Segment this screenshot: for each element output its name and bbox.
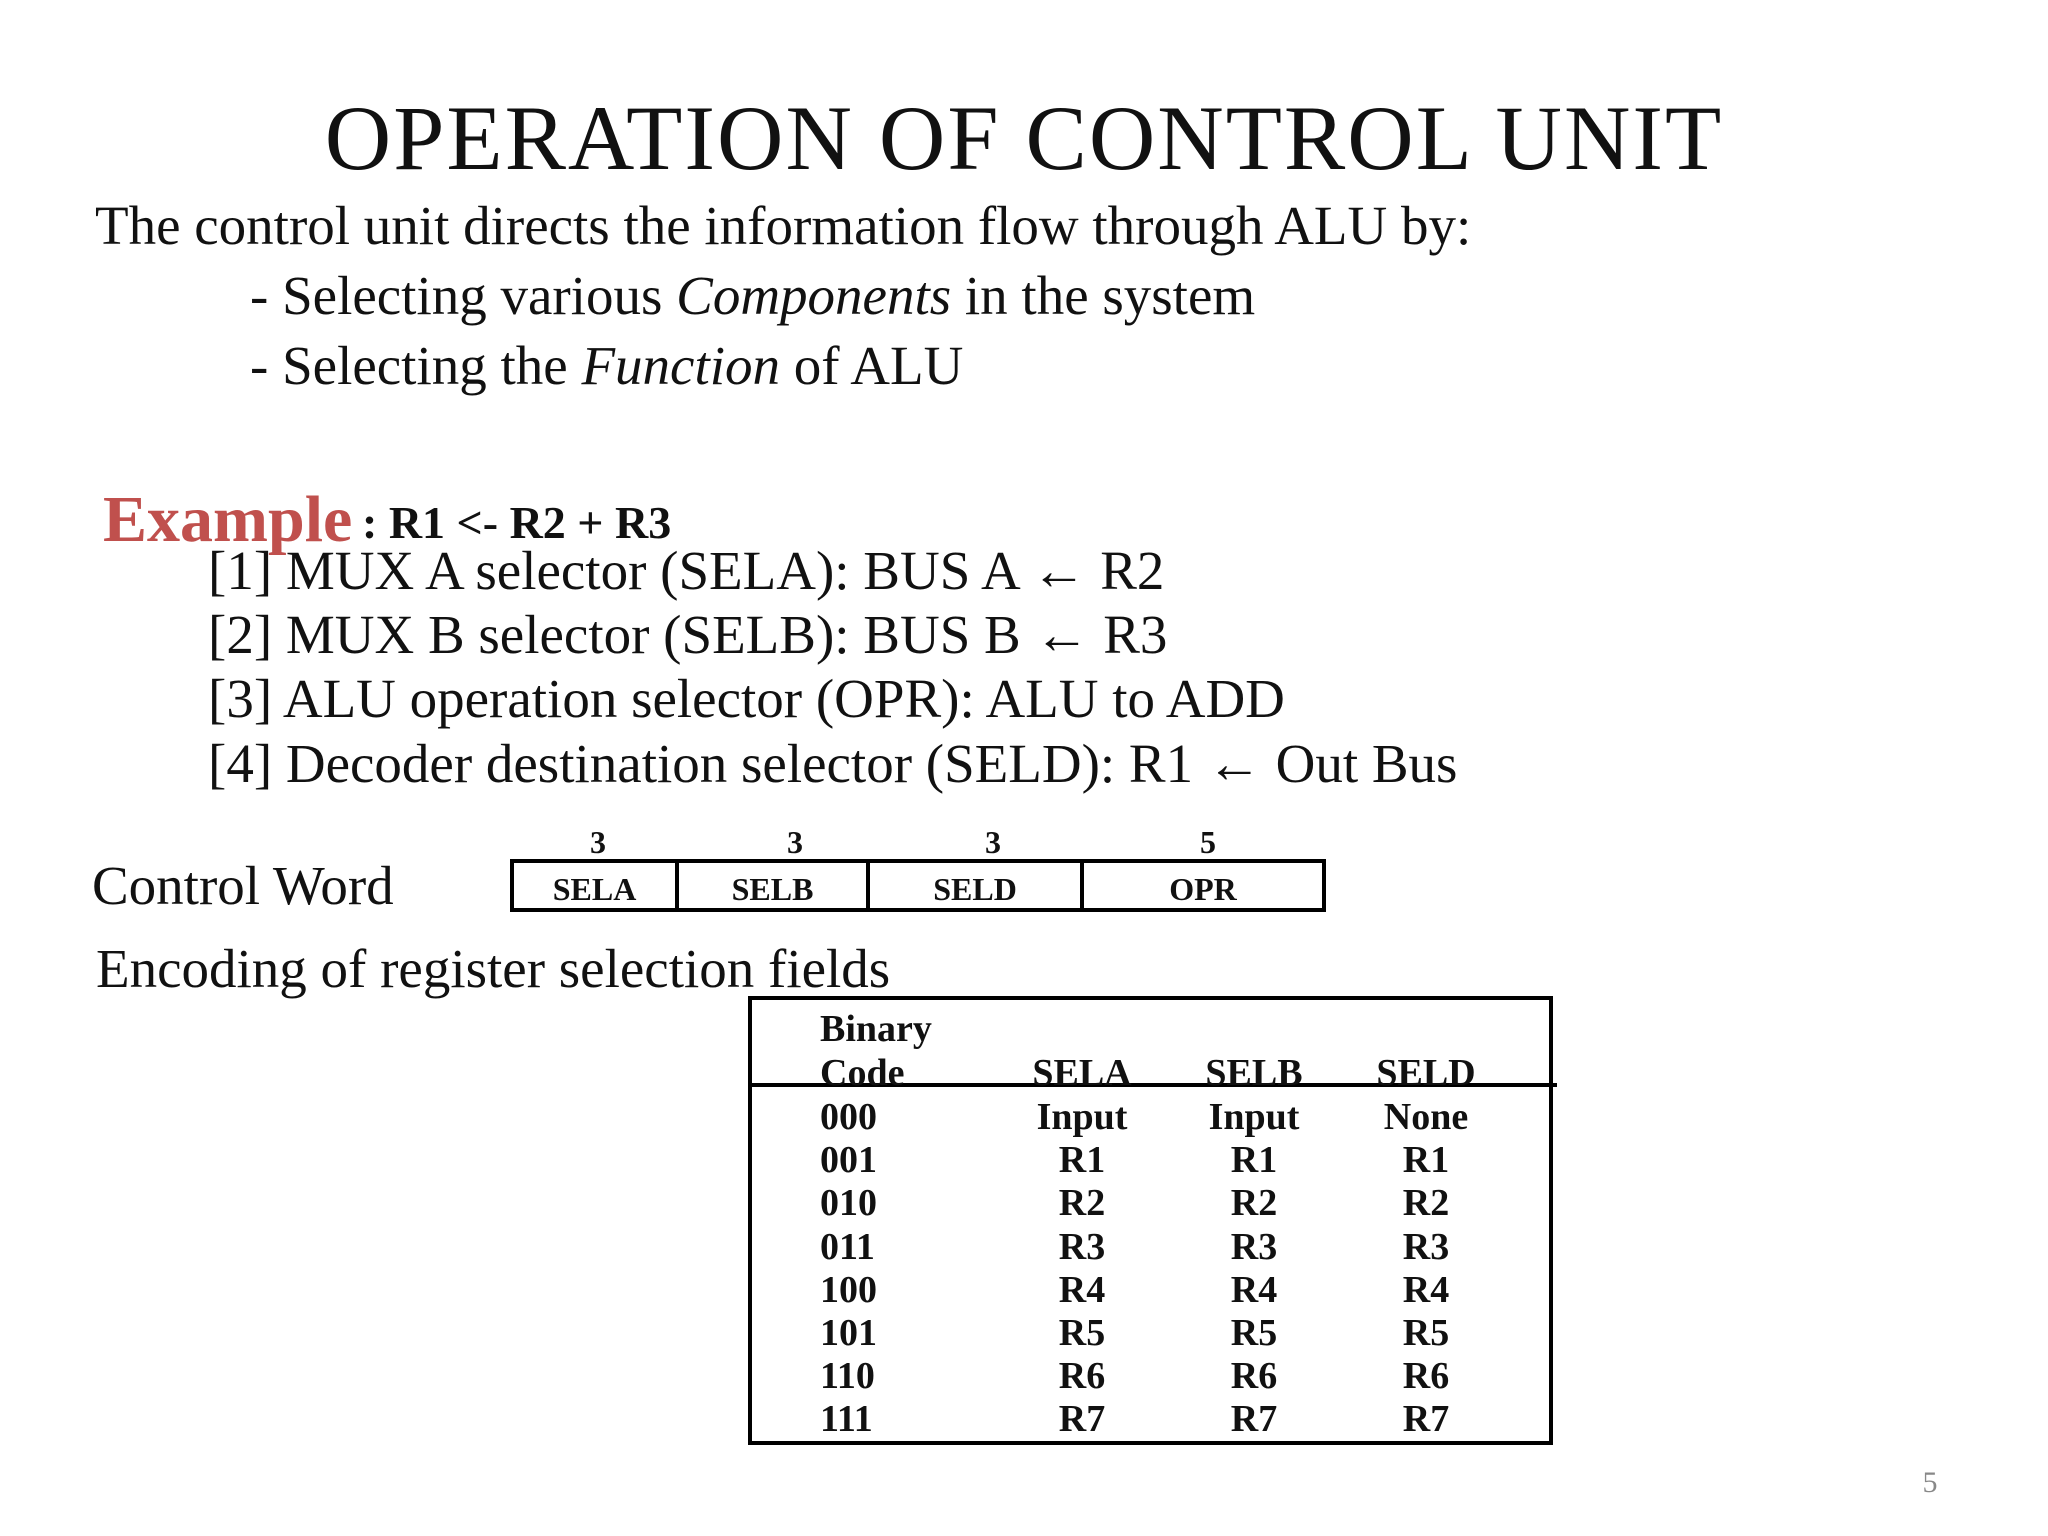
bullet-emphasis: Components [676,265,952,326]
table-cell: Input [1036,1096,1128,1138]
table-cell: R7 [1058,1398,1106,1440]
table-cell-code: 101 [820,1312,877,1354]
bullet-components [250,265,1256,326]
table-cell: R6 [1230,1355,1278,1397]
bullet-prefix: - Selecting the [250,335,582,396]
table-cell: R4 [1058,1269,1106,1311]
table-cell: R3 [1230,1226,1278,1268]
table-cell: R7 [1402,1398,1450,1440]
example-step: [4] Decoder destination selector (SELD): R1 ← Out Bus [208,733,1458,794]
page-number: 5 [1922,1466,1938,1499]
example-label: Example [103,483,353,556]
table-cell: R4 [1230,1269,1278,1311]
table-header-code: Code [820,1052,905,1094]
table-cell: R7 [1230,1398,1278,1440]
control-word-field-opr: OPR [1169,871,1237,907]
table-cell-code: 110 [820,1355,875,1397]
table-header-sela: SELA [1032,1052,1132,1094]
table-cell: R5 [1230,1312,1278,1354]
table-cell: R6 [1058,1355,1106,1397]
table-cell: R4 [1402,1269,1450,1311]
bullet-prefix: - Selecting various [250,265,677,326]
example-expression: : R1 <- R2 + R3 [362,497,672,548]
example-step: [3] ALU operation selector (OPR): ALU to ADD [208,668,1285,729]
table-cell: R5 [1058,1312,1106,1354]
table-cell-code: 000 [820,1096,877,1138]
control-word-label: Control Word [92,855,394,916]
slide-title: OPERATION OF CONTROL UNIT [324,87,1724,189]
table-cell-code: 111 [820,1398,873,1440]
table-cell: R6 [1402,1355,1450,1397]
table-cell-code: 010 [820,1182,877,1224]
table-cell: R5 [1402,1312,1450,1354]
control-word-field-sela: SELA [552,871,637,907]
table-cell-code: 100 [820,1269,877,1311]
table-cell: R1 [1230,1139,1278,1181]
table-header-selb: SELB [1205,1052,1303,1094]
table-cell-code: 011 [820,1226,875,1268]
table-header-binary: Binary [820,1008,932,1050]
control-word-field-selb: SELB [731,871,814,907]
intro-text: The control unit directs the information flow through ALU by: [95,195,1472,256]
table-cell: Input [1208,1096,1300,1138]
bullet-function [250,335,964,396]
table-header-seld: SELD [1376,1052,1476,1094]
table-cell: R2 [1402,1182,1450,1224]
table-cell-code: 001 [820,1139,877,1181]
control-word-bits: 3 [985,824,1001,860]
table-cell: R2 [1230,1182,1278,1224]
encoding-title: Encoding of register selection fields [96,938,891,999]
table-cell: R1 [1402,1139,1450,1181]
table-cell: R1 [1058,1139,1106,1181]
bullet-emphasis: Function [581,335,781,396]
table-cell: R2 [1058,1182,1106,1224]
table-cell: R3 [1402,1226,1450,1268]
example-step: [1] MUX A selector (SELA): BUS A ← R2 [208,540,1165,601]
control-word-bits: 3 [787,824,803,860]
bullet-suffix: of ALU [780,335,964,396]
bullet-suffix: in the system [951,265,1256,326]
table-cell: R3 [1058,1226,1106,1268]
example-step: [2] MUX B selector (SELB): BUS B ← R3 [208,604,1168,665]
control-word-field-seld: SELD [933,871,1017,907]
control-word-bits: 5 [1200,824,1216,860]
table-cell: None [1383,1096,1469,1138]
control-word-bits: 3 [590,824,606,860]
